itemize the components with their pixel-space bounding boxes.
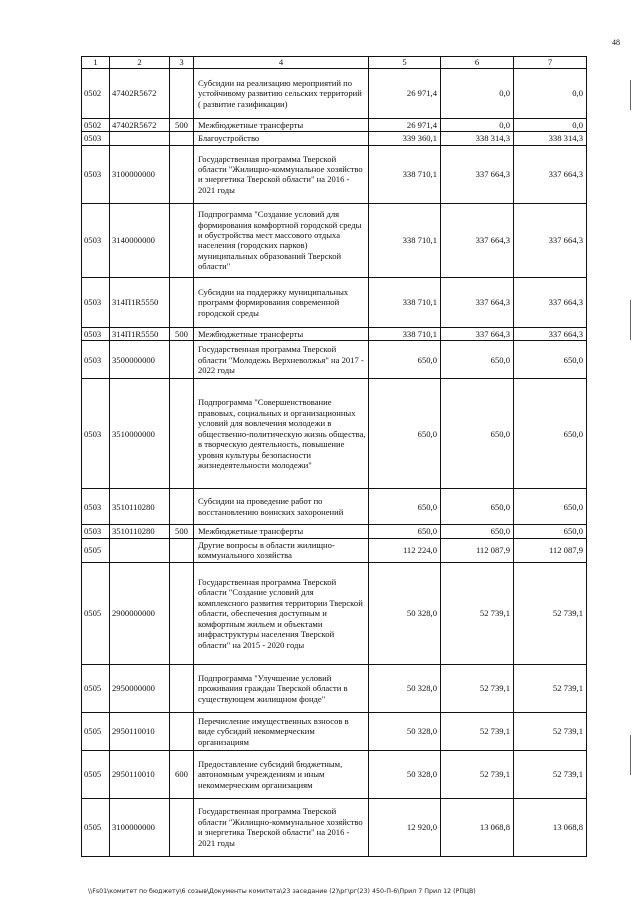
file-path-footer: \\Fs01\комитет по бюджету\6 созыв\Документы комитета\23 заседание (2)\рг\рг(23) 450-П-6\Прил 7 Прил 12 (РПЦВ) [88,888,476,895]
expense-type-cell [170,203,194,277]
section-code-cell: 0505 [82,538,110,562]
amount-2020-cell: 52 739,1 [441,562,514,664]
table-row [82,525,587,538]
amount-2020-cell: 337 664,3 [441,145,514,203]
table-row [82,327,587,340]
expense-type-cell [170,664,194,712]
amount-2020-cell: 52 739,1 [441,712,514,750]
table-row [82,132,587,145]
amount-2020-cell: 52 739,1 [441,664,514,712]
header-cell: 6 [441,57,514,69]
amount-2021-cell: 52 739,1 [514,664,587,712]
expense-type-cell [170,341,194,379]
target-article-cell [110,538,170,562]
table-row [82,562,587,664]
amount-2021-cell: 337 664,3 [514,145,587,203]
header-cell: 7 [514,57,587,69]
amount-2020-cell: 52 739,1 [441,750,514,798]
amount-2021-cell: 52 739,1 [514,712,587,750]
section-code-cell: 0503 [82,132,110,145]
amount-2021-cell: 112 087,9 [514,538,587,562]
section-code-cell: 0505 [82,562,110,664]
target-article-cell: 47402R5672 [110,69,170,119]
target-article-cell: 2900000000 [110,562,170,664]
amount-2020-cell: 650,0 [441,489,514,525]
header-cell: 5 [369,57,441,69]
description-cell: Предоставление субсидий бюджетным, автономным учреждениям и иным некоммерческим организациям [194,750,369,798]
amount-2021-cell: 337 664,3 [514,327,587,340]
description-cell: Другие вопросы в области жилищно-коммунального хозяйства [194,538,369,562]
amount-2020-cell: 338 314,3 [441,132,514,145]
amount-2019-cell: 50 328,0 [369,664,441,712]
section-code-cell: 0503 [82,379,110,489]
amount-2019-cell: 26 971,4 [369,69,441,119]
amount-2019-cell: 50 328,0 [369,562,441,664]
amount-2020-cell: 650,0 [441,341,514,379]
amount-2019-cell: 12 920,0 [369,798,441,856]
expense-type-cell: 600 [170,750,194,798]
description-cell: Государственная программа Тверской области "Молодежь Верхневолжья" на 2017 - 2022 годы [194,341,369,379]
header-cell: 4 [194,57,369,69]
target-article-cell: 314П1R5550 [110,327,170,340]
section-code-cell: 0503 [82,489,110,525]
header-cell: 3 [170,57,194,69]
expense-type-cell: 500 [170,525,194,538]
expense-type-cell [170,712,194,750]
description-cell: Государственная программа Тверской области "Создание условий для комплексного развития территории Тверской области, обеспечения доступным и комфортным жильем и объектами инфраструктуры населения Тверской области" на 2015 - 2020 годы [194,562,369,664]
expense-type-cell: 500 [170,119,194,132]
description-cell: Перечисление имущественных взносов в виде субсидий некоммерческим организациям [194,712,369,750]
amount-2021-cell: 337 664,3 [514,203,587,277]
description-cell: Подпрограмма "Совершенствование правовых, социальных и организационных условий для вовлечения молодежи в общественно-политическую жизнь общества, в творческую деятельность, повышение уровня культуры безопасности жизнедеятельности молодежи" [194,379,369,489]
section-code-cell: 0503 [82,145,110,203]
description-cell: Межбюджетные трансферты [194,525,369,538]
description-cell: Государственная программа Тверской области "Жилищно-коммунальное хозяйство и энергетика Тверской области" на 2016 - 2021 годы [194,145,369,203]
amount-2021-cell: 338 314,3 [514,132,587,145]
description-cell: Подпрограмма "Улучшение условий проживания граждан Тверской области в существующем жилищном фонде" [194,664,369,712]
table-row [82,69,587,119]
amount-2019-cell: 339 360,1 [369,132,441,145]
table-row [82,277,587,327]
expense-type-cell [170,132,194,145]
target-article-cell [110,132,170,145]
scan-artifact-line [630,735,631,775]
target-article-cell: 2950110010 [110,712,170,750]
amount-2020-cell: 650,0 [441,525,514,538]
table-row [82,119,587,132]
table-row [82,798,587,856]
target-article-cell: 3500000000 [110,341,170,379]
section-code-cell: 0502 [82,119,110,132]
section-code-cell: 0505 [82,798,110,856]
amount-2019-cell: 50 328,0 [369,712,441,750]
target-article-cell: 47402R5672 [110,119,170,132]
amount-2020-cell: 337 664,3 [441,203,514,277]
description-cell: Межбюджетные трансферты [194,119,369,132]
target-article-cell: 2950000000 [110,664,170,712]
amount-2019-cell: 650,0 [369,379,441,489]
expense-type-cell [170,538,194,562]
expense-type-cell [170,489,194,525]
amount-2020-cell: 13 068,8 [441,798,514,856]
expense-type-cell [170,798,194,856]
description-cell: Межбюджетные трансферты [194,327,369,340]
table-row [82,489,587,525]
amount-2019-cell: 338 710,1 [369,145,441,203]
table-row [82,145,587,203]
amount-2021-cell: 0,0 [514,119,587,132]
description-cell: Благоустройство [194,132,369,145]
budget-table [81,56,587,857]
amount-2021-cell: 650,0 [514,525,587,538]
scan-artifact-line [630,300,631,340]
amount-2021-cell: 337 664,3 [514,277,587,327]
table-row [82,379,587,489]
expense-type-cell [170,562,194,664]
target-article-cell: 3510000000 [110,379,170,489]
section-code-cell: 0505 [82,750,110,798]
section-code-cell: 0503 [82,341,110,379]
table-row [82,203,587,277]
target-article-cell: 314П1R5550 [110,277,170,327]
amount-2020-cell: 0,0 [441,119,514,132]
amount-2020-cell: 337 664,3 [441,277,514,327]
expense-type-cell [170,277,194,327]
target-article-cell: 3140000000 [110,203,170,277]
amount-2020-cell: 650,0 [441,379,514,489]
amount-2021-cell: 650,0 [514,489,587,525]
target-article-cell: 2950110010 [110,750,170,798]
description-cell: Субсидии на поддержку муниципальных программ формирования современной городской среды [194,277,369,327]
expense-type-cell [170,379,194,489]
table-row [82,750,587,798]
section-code-cell: 0505 [82,712,110,750]
description-cell: Государственная программа Тверской области "Жилищно-коммунальное хозяйство и энергетика Тверской области" на 2016 - 2021 годы [194,798,369,856]
amount-2021-cell: 650,0 [514,379,587,489]
header-cell: 2 [110,57,170,69]
section-code-cell: 0503 [82,277,110,327]
description-cell: Субсидии на реализацию мероприятий по устойчивому развитию сельских территорий ( развитие газификации) [194,69,369,119]
expense-type-cell [170,145,194,203]
section-code-cell: 0502 [82,69,110,119]
section-code-cell: 0505 [82,664,110,712]
amount-2019-cell: 650,0 [369,525,441,538]
table-row [82,341,587,379]
amount-2021-cell: 13 068,8 [514,798,587,856]
amount-2021-cell: 52 739,1 [514,750,587,798]
amount-2021-cell: 650,0 [514,341,587,379]
amount-2019-cell: 338 710,1 [369,203,441,277]
expense-type-cell: 500 [170,327,194,340]
amount-2019-cell: 26 971,4 [369,119,441,132]
table-row [82,538,587,562]
description-cell: Субсидии на проведение работ по восстановлению воинских захоронений [194,489,369,525]
header-cell: 1 [82,57,110,69]
description-cell: Подпрограмма "Создание условий для формирования комфортной городской среды и обустройства мест массового отдыха населения (городских парков) муниципальных образований Тверской области" [194,203,369,277]
amount-2019-cell: 650,0 [369,341,441,379]
page-number: 48 [612,38,620,47]
amount-2019-cell: 112 224,0 [369,538,441,562]
amount-2020-cell: 0,0 [441,69,514,119]
target-article-cell: 3510110280 [110,525,170,538]
amount-2021-cell: 52 739,1 [514,562,587,664]
amount-2021-cell: 0,0 [514,69,587,119]
scan-artifact-line [630,80,631,110]
amount-2020-cell: 112 087,9 [441,538,514,562]
table-row [82,664,587,712]
amount-2019-cell: 338 710,1 [369,327,441,340]
amount-2019-cell: 50 328,0 [369,750,441,798]
section-code-cell: 0503 [82,203,110,277]
amount-2020-cell: 337 664,3 [441,327,514,340]
amount-2019-cell: 338 710,1 [369,277,441,327]
section-code-cell: 0503 [82,327,110,340]
target-article-cell: 3100000000 [110,798,170,856]
target-article-cell: 3100000000 [110,145,170,203]
expense-type-cell [170,69,194,119]
amount-2019-cell: 650,0 [369,489,441,525]
header-row [82,57,587,69]
table-row [82,712,587,750]
target-article-cell: 3510110280 [110,489,170,525]
section-code-cell: 0503 [82,525,110,538]
